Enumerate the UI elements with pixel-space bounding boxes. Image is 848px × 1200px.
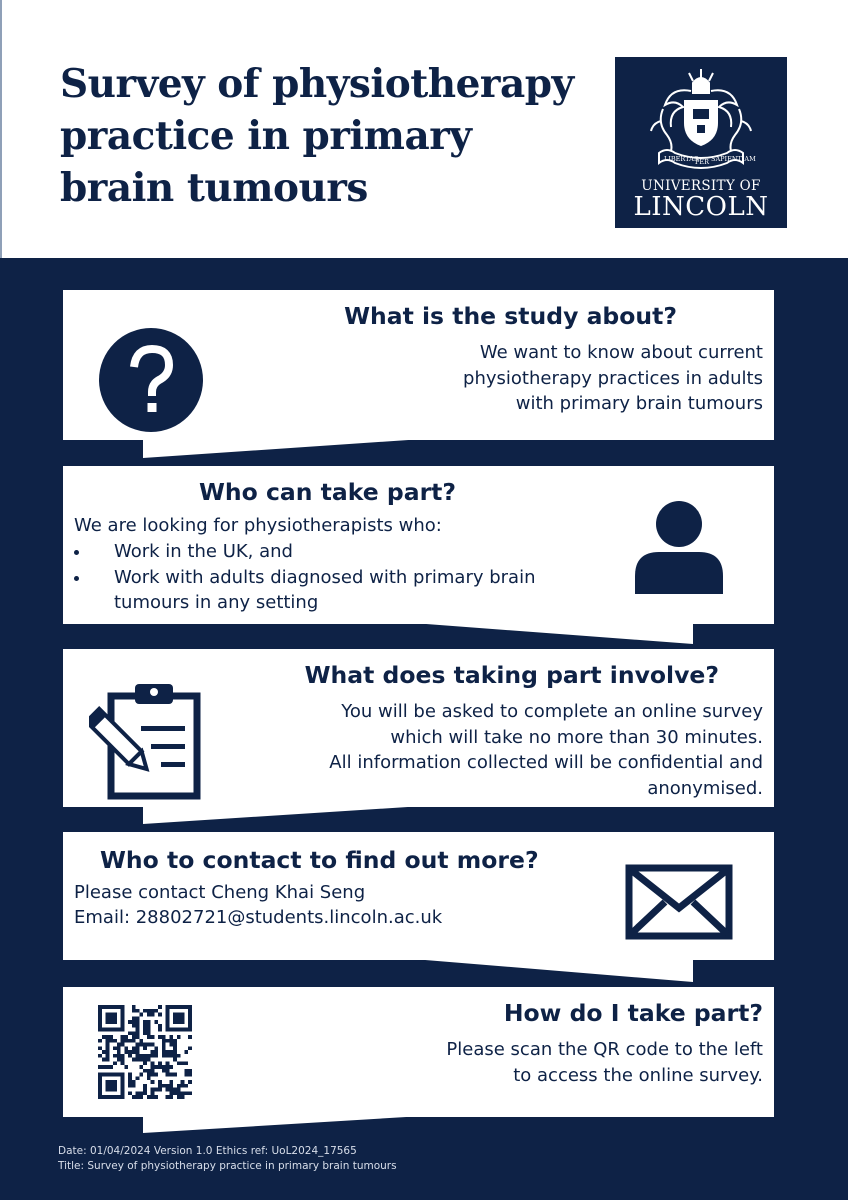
envelope-icon	[625, 864, 733, 940]
study-section	[63, 290, 774, 440]
university-logo	[615, 57, 787, 228]
clipboard-pencil-icon	[89, 682, 201, 800]
svg-text:SAPIENTIAM: SAPIENTIAM	[711, 155, 756, 163]
contact-email[interactable]: Email: 28802721@students.lincoln.ac.uk	[74, 907, 443, 928]
involvement-section	[63, 649, 774, 807]
logo-text-line1: UNIVERSITY OF	[641, 178, 761, 194]
footer-line2: Title: Survey of physiotherapy practice in primary brain tumours	[58, 1160, 397, 1172]
eligibility-heading: Who can take part?	[199, 478, 457, 506]
coat-of-arms-icon	[645, 69, 757, 177]
eligibility-list	[73, 539, 613, 616]
involvement-description: You will be asked to complete an online survey which will take no more than 30 minutes. All information collected will be confidential and anonymised.	[329, 701, 763, 799]
eligibility-intro: We are looking for physiotherapists who:	[74, 515, 442, 536]
list-item: Work in the UK, and	[73, 539, 613, 565]
participate-heading: How do I take part?	[503, 999, 763, 1027]
svg-text:PER: PER	[695, 158, 710, 166]
footer-line1: Date: 01/04/2024 Version 1.0 Ethics ref: UoL2024_17565	[58, 1145, 357, 1157]
logo-text-line2: LINCOLN	[633, 192, 769, 222]
list-item: Work with adults diagnosed with primary brain tumours in any setting	[73, 565, 613, 616]
contact-heading: Who to contact to find out more?	[100, 846, 539, 874]
qr-code-icon[interactable]	[98, 1005, 192, 1099]
contact-section	[63, 832, 774, 960]
study-description: We want to know about current physiotherapy practices in adults with primary brain tumours	[463, 342, 763, 414]
study-heading: What is the study about?	[344, 302, 677, 330]
left-margin-rule	[0, 0, 2, 258]
eligibility-section	[63, 466, 774, 624]
participate-description: Please scan the QR code to the left to access the online survey.	[446, 1039, 763, 1086]
page-title: Survey of physiotherapy practice in primary brain tumours	[60, 61, 574, 211]
participate-section	[63, 987, 774, 1117]
person-icon	[633, 500, 725, 596]
svg-text:LIBERTAS: LIBERTAS	[664, 155, 699, 163]
question-circle-icon	[98, 327, 204, 433]
contact-name: Please contact Cheng Khai Seng	[74, 882, 366, 903]
involvement-heading: What does taking part involve?	[304, 661, 719, 689]
